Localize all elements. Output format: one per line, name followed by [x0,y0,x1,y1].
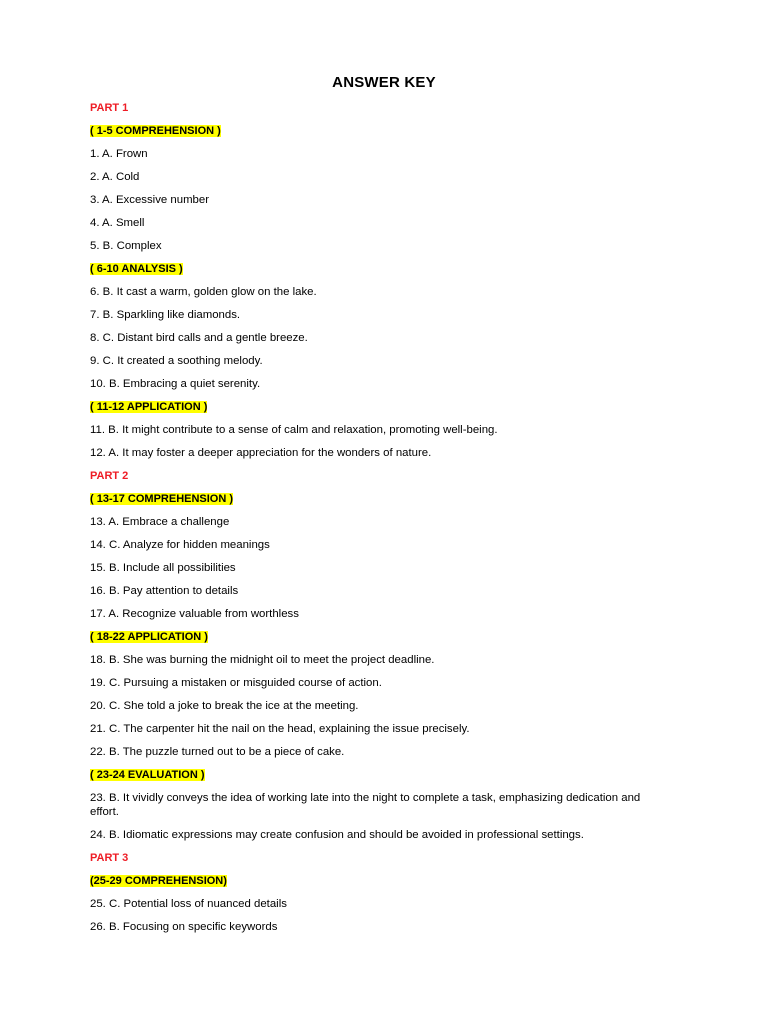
answer-item: 8. C. Distant bird calls and a gentle breeze. [90,332,308,344]
answer-item: 5. B. Complex [90,240,162,252]
answer-item: 2. A. Cold [90,171,140,183]
answer-list [90,101,650,943]
answer-item: 20. C. She told a joke to break the ice at the meeting. [90,700,359,712]
section-heading [90,492,650,506]
answer-item: 13. A. Embrace a challenge [90,516,230,528]
section-heading [90,262,650,276]
part-heading: PART 1 [90,102,129,114]
section-heading [90,630,650,644]
answer-item: 17. A. Recognize valuable from worthless [90,608,299,620]
section-heading [90,768,650,782]
answer-item: 19. C. Pursuing a mistaken or misguided course of action. [90,677,382,689]
section-heading-label: ( 23-24 EVALUATION ) [90,769,205,781]
part-heading: PART 3 [90,852,129,864]
answer-item: 10. B. Embracing a quiet serenity. [90,378,261,390]
answer-item: 7. B. Sparkling like diamonds. [90,309,241,321]
answer-item: 26. B. Focusing on specific keywords [90,921,278,933]
answer-item: 3. A. Excessive number [90,194,210,206]
answer-item: 15. B. Include all possibilities [90,562,236,574]
answer-item: 21. C. The carpenter hit the nail on the head, explaining the issue precisely. [90,723,470,735]
answer-item: 9. C. It created a soothing melody. [90,355,263,367]
answer-item: 1. A. Frown [90,148,148,160]
answer-item: 22. B. The puzzle turned out to be a piece of cake. [90,746,345,758]
answer-item: 4. A. Smell [90,217,145,229]
answer-item: 11. B. It might contribute to a sense of calm and relaxation, promoting well-being. [90,424,498,436]
section-heading [90,400,650,414]
section-heading [90,124,650,138]
answer-item: 18. B. She was burning the midnight oil to meet the project deadline. [90,654,435,666]
section-heading [90,874,650,888]
answer-item: 16. B. Pay attention to details [90,585,239,597]
answer-item: 14. C. Analyze for hidden meanings [90,539,270,551]
section-heading-label: ( 11-12 APPLICATION ) [90,401,208,413]
section-heading-label: ( 13-17 COMPREHENSION ) [90,493,234,505]
answer-item: 25. C. Potential loss of nuanced details [90,898,287,910]
answer-item: 6. B. It cast a warm, golden glow on the lake. [90,286,317,298]
section-heading-label: ( 1-5 COMPREHENSION ) [90,125,221,137]
answer-item: 23. B. It vividly conveys the idea of working late into the night to complete a task, emphasizing dedication and effort. [90,792,641,818]
answer-item: 12. A. It may foster a deeper appreciation for the wonders of nature. [90,447,432,459]
section-heading-label: ( 18-22 APPLICATION ) [90,631,208,643]
part-heading: PART 2 [90,470,129,482]
section-heading-label: ( 6-10 ANALYSIS ) [90,263,183,275]
page-title: ANSWER KEY [332,74,436,91]
answer-item: 24. B. Idiomatic expressions may create confusion and should be avoided in professional settings. [90,829,584,841]
section-heading-label: (25-29 COMPREHENSION) [90,875,227,887]
